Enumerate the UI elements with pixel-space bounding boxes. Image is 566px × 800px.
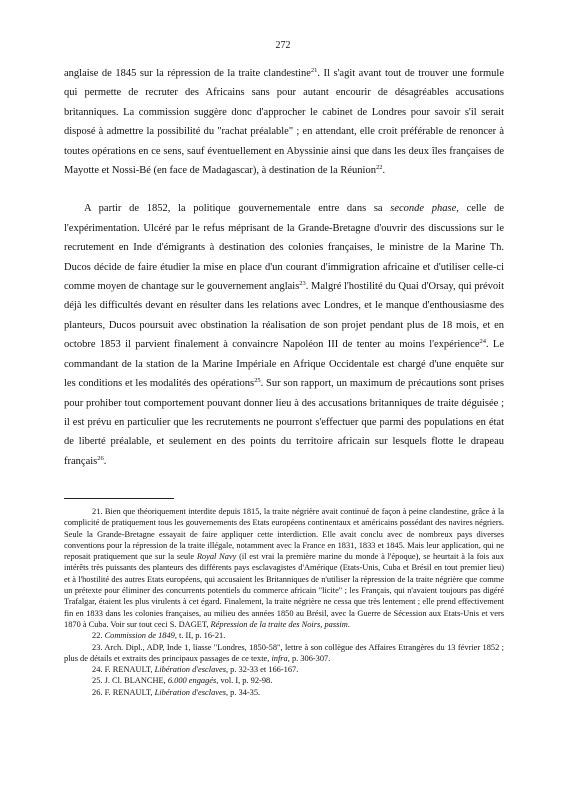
footnote-21-italic-2: Répression de la traite des Noirs (210, 619, 321, 629)
footnote-ref-21: 21 (310, 67, 318, 74)
footnote-26-text-a: 26. F. RENAULT, (92, 687, 155, 697)
footnote-24-text-b: , p. 32-33 et 166-167. (225, 665, 299, 675)
footnote-ref-22: 22 (375, 164, 383, 172)
footnote-23-italic-1: infra (271, 653, 288, 663)
footnote-21-italic-3: passim (324, 619, 348, 629)
footnote-21-italic-1: Royal Navy (196, 552, 237, 562)
footnote-21-text-b: (il est vrai la première marine du monde à l'époque), se heurtait à la fois aux intérêts très puissants des planteurs des différents pays esclavagistes d'Amérique (Etats-Unis, Cuba et Brésil en tout premier lieu) et à l'hostilité des autres Etats européens, qui accusaient les Britanniques de n'utiliser la répression de la traite négrière que comme un prétexte pour éliminer des concurrents potentiels du commerce africain "licite" ; les Français, qui n'avaient toujours pas digéré Trafalgar, étaient les plus virulents à cet égard. Finalement, la traite négrière ne cessa que très lentement ; elle prend effectivement fin en 1833 dans les colonies françaises, au milieu des années 1850 au Brésil, avec la Guerre de Sécession aux Etats-Unis et vers 1870 à Cuba. Voir sur tout ceci S. DAGET, (64, 552, 504, 629)
body-text (64, 64, 504, 471)
footnote-21-text-c: , (320, 619, 325, 629)
footnotes (64, 498, 504, 698)
footnote-22 (64, 630, 504, 641)
footnote-23-text-a: 23. Arch. Dipl., ADP, Inde 1, liasse "Londres, 1850-58", lettre à son collègue des Affaires Etrangères du 13 février 1852 ; plus de détails et extraits des principaux passages de ce texte, (64, 642, 504, 663)
page-number: 272 (275, 40, 291, 51)
footnote-22-italic-1: Commission de 1849 (104, 631, 175, 641)
footnote-26 (64, 687, 504, 698)
footnote-22-text-b: , t. II, p. 16-21. (174, 631, 226, 641)
footnote-25-text-a: 25. J. Cl. BLANCHE, (92, 676, 168, 686)
footnote-ref-23: 23 (299, 280, 306, 288)
paragraph-2-text-b: , celle de l'expérimentation. Ulcéré par le refus méprisant de la Grande-Bretagne d'ouvrir des discussions sur le recrutement en Inde d'émigrants à destination des colonies françaises, le ministre de la Marine Th. Ducos décide de faire étudier la mise en place d'un courant d'immigration africaine et d'utiliser celle-ci comme moyen de chantage sur le gouvernement anglais (64, 203, 504, 293)
paragraph-2-text-e: . Sur son rapport, un maximum de précautions sont prises pour prohiber tout comportement pouvant donner lieu à des accusations britanniques de traite déguisée ; il est prévu en particulier que les recrutements ne pourront s'effectuer que parmi des populations en état de liberté préalable, et seulement en des points du territoire africain sur lesquels flotte le drapeau français (64, 378, 504, 467)
paragraph-2 (64, 199, 504, 471)
footnote-21-text-a: 21. Bien que théoriquement interdite depuis 1815, la traite négrière avait continué de façon à peine clandestine, grâce à la complicité de pratiquement tous les gouvernements des Etats européens continentaux et américains possédant des navires négriers. Seule la Grande-Bretagne essayait de faire appliquer cette interdiction. Elle avait conclu avec de nombreux pays diverses conventions pour la répression de la traite illégale, notamment avec la France en 1831, 1833 et 1845. Mais leur application, qui ne reposait pratiquement que sur la seule (64, 507, 504, 562)
footnote-ref-25: 25 (254, 377, 261, 385)
footnote-25-italic-1: 6.000 engagés (167, 676, 217, 686)
footnote-25-text-b: , vol. I, p. 92-98. (216, 676, 273, 686)
footnote-26-italic-1: Libération d'esclaves (154, 687, 226, 697)
footnote-21 (64, 506, 504, 630)
footnote-21-text-d: . (347, 619, 350, 629)
paragraph-2-text-c: . Malgré l'hostilité du Quai d'Orsay, qui prévoit déjà les difficultés devant en résulter dans les relations avec Londres, et le manque d'enthousiasme des planteurs, Ducos poursuit avec obstination la réalisation de son projet pendant plus de 18 mois, et en octobre 1853 il parvient finalement à convaincre Napoléon III de tenter au moins l'expérience (64, 281, 504, 351)
paragraph-2-italic-phrase: seconde phase (390, 203, 457, 215)
paragraph-1 (64, 64, 504, 180)
footnote-23 (64, 642, 504, 665)
paragraph-2-text-f: . (103, 455, 107, 467)
footnote-24-text-a: 24. F. RENAULT, (92, 665, 155, 675)
footnote-24 (64, 664, 504, 675)
paragraph-2-text-a: A partir de 1852, la politique gouvernementale entre dans sa (84, 203, 391, 215)
footnote-ref-26: 26 (97, 454, 104, 462)
footnote-22-text-a: 22. (92, 631, 105, 641)
footnote-ref-24: 24 (479, 338, 486, 346)
paragraph-1-text-a: anglaise de 1845 sur la répression de la traite clandestine (64, 68, 311, 79)
footnote-26-text-b: , p. 34-35. (225, 687, 261, 697)
footnote-separator (64, 498, 174, 499)
paragraph-1-text-b: . Il s'agit avant tout de trouver une formule qui permette de recruter des Africains sans pour autant encourir de désagréables accusations britanniques. La commission suggère donc d'approcher le cabinet de Londres pour savoir s'il serait disposé à admettre la possibilité du "rachat préalable" ; en attendant, elle croit préférable de renoncer à toutes opérations en ce sens, sauf éventuellement en Abyssinie ainsi que dans les deux îles françaises de Mayotte et Nossi-Bé (en face de Madagascar), à destination de la Réunion (64, 68, 504, 177)
paragraph-2-text-d: . Le commandant de la station de la Marine Impériale en Afrique Occidentale est chargé d'une enquête sur les conditions et les modalités des opérations (64, 339, 505, 390)
footnote-25 (64, 675, 504, 686)
paragraph-1-text-c: . (382, 165, 386, 177)
footnote-24-italic-1: Libération d'esclaves (154, 665, 226, 675)
footnote-23-text-b: , p. 306-307. (287, 653, 331, 663)
